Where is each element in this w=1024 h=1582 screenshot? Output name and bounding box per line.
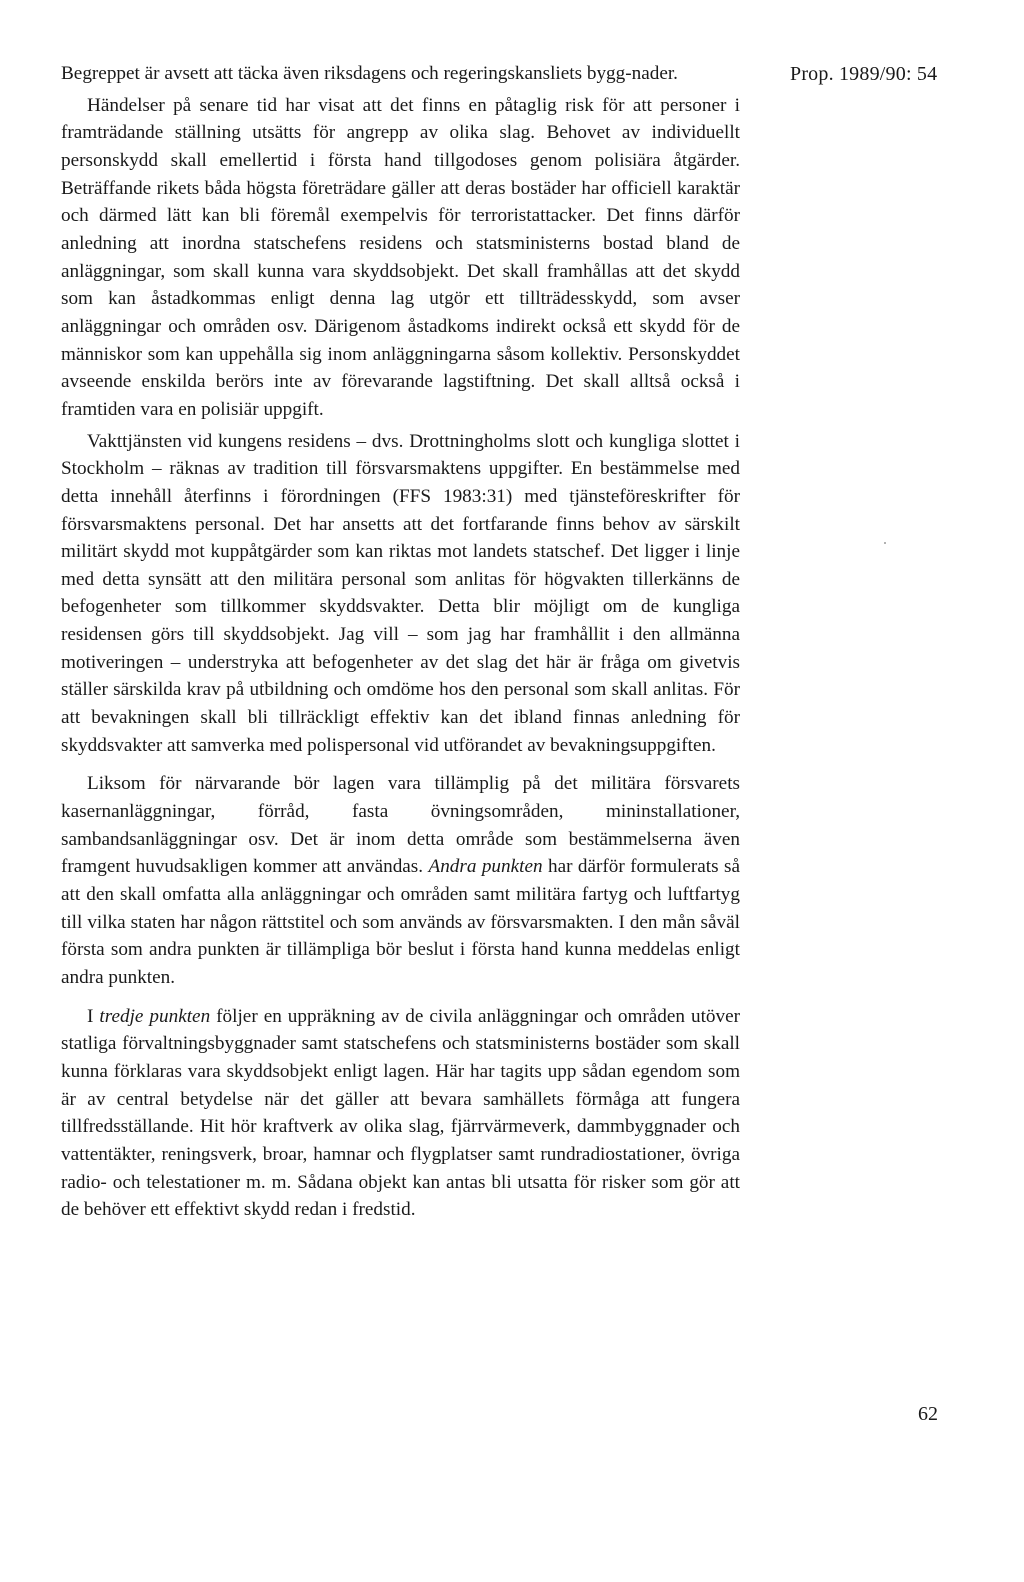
scan-speck [884,542,886,544]
paragraph-1: Begreppet är avsett att täcka även riksdagens och regeringskansliets bygg-nader. [61,63,678,84]
paragraph-2: Händelser på senare tid har visat att det finns en påtaglig risk för att personer i framträdande ställning utsätts för angrepp av olika slag. Behovet av individuellt personskydd skall emellertid i första hand tillgodoses genom polisiära åtgärder. Beträffande rikets båda högsta företrädare gäller att deras bostäder har officiell karaktär och därmed lätt kan bli föremål exempelvis för terroristattacker. Det finns därför anledning att inordna statschefens residens och statsministerns bostad bland de anläggningar, som skall kunna vara skyddsobjekt. Det skall framhållas att det skydd som kan åstadkommas enligt denna lag utgör ett tillträdesskydd, som avser anläggningar och områden osv. Därigenom åstadkoms indirekt också ett skydd för de människor som kan uppehålla sig inom anläggningarna såsom kollektiv. Personskyddet avseende enskilda berörs inte av förevarande lagstiftning. Det skall alltså också i framtiden vara en polisiär uppgift. [61,94,740,420]
proposition-reference: Prop. 1989/90: 54 [790,63,938,85]
paragraph-5-text-end: följer en uppräkning av de civila anläggningar och områden utöver statliga förvaltningsbyggnader samt statschefens och statsministerns bostäder som skall kunna förklaras vara skyddsobjekt enligt lagen. Här har tagits upp sådan egendom som är av central betydelse när det gäller att bevara samhällets förmåga att fungera tillfredsställande. Hit hör kraftverk av olika slag, fjärrvärmeverk, dammbyggnader och vattentäkter, reningsverk, broar, hamnar och flygplatser samt rundradiostationer, övriga radio- och telestationer m. m. Sådana objekt kan antas bli utsatta för risker som gör att de behöver ett effektivt skydd redan i fredstid. [61,1005,740,1221]
paragraph-4 [61,770,740,991]
paragraph-5 [61,1003,740,1224]
page-number: 62 [918,1403,938,1425]
body-text [61,60,740,1224]
paragraph-5-italic-term: tredje punkten [99,1005,211,1027]
paragraph-4-text-end: har därför formulerats så att den skall omfatta alla anläggningar och områden samt militära fartyg och luftfartyg till vilka staten har någon rättstitel och som används av försvarsmakten. I den mån såväl första som andra punkten är tillämpliga bör beslut i första hand kunna meddelas enligt andra punkten. [61,856,740,988]
paragraph-5-text-start: I [87,1005,100,1027]
paragraph-3: Vakttjänsten vid kungens residens – dvs. Drottningholms slott och kungliga slottet i Stockholm – räknas av tradition till försvarsmaktens uppgifter. En bestämmelse med detta innehåll återfinns i förordningen (FFS 1983:31) med tjänsteföreskrifter för försvarsmaktens personal. Det har ansetts att det fortfarande finns behov av särskilt militärt skydd mot kuppåtgärder som kan riktas mot landets statschef. Det ligger i linje med detta synsätt att den militära personal som anlitas för högvakten tillerkänns de befogenheter som tillkommer skyddsvakter. Detta blir möjligt om de kungliga residensen görs till skyddsobjekt. Jag vill – som jag har framhållit i den allmänna motiveringen – understryka att befogenheter av det slag det här är fråga om givetvis ställer särskilda krav på utbildning och omdöme hos den personal som skall anlitas. För att bevakningen skall bli tillräckligt effektiv kan det ibland finnas anledning för skyddsvakter att samverka med polispersonal vid utförandet av bevakningsuppgiften. [61,430,740,756]
paragraph-4-italic-term: Andra punkten [428,856,543,878]
paragraph-4-text-start: Liksom för närvarande bör lagen vara tillämplig på det militära försvarets kasernanläggningar, förråd, fasta övningsområden, mininstallationer, sambandsanläggningar osv. Det är inom detta område som bestämmelserna även framgent huvudsakligen kommer att användas. [61,773,740,878]
